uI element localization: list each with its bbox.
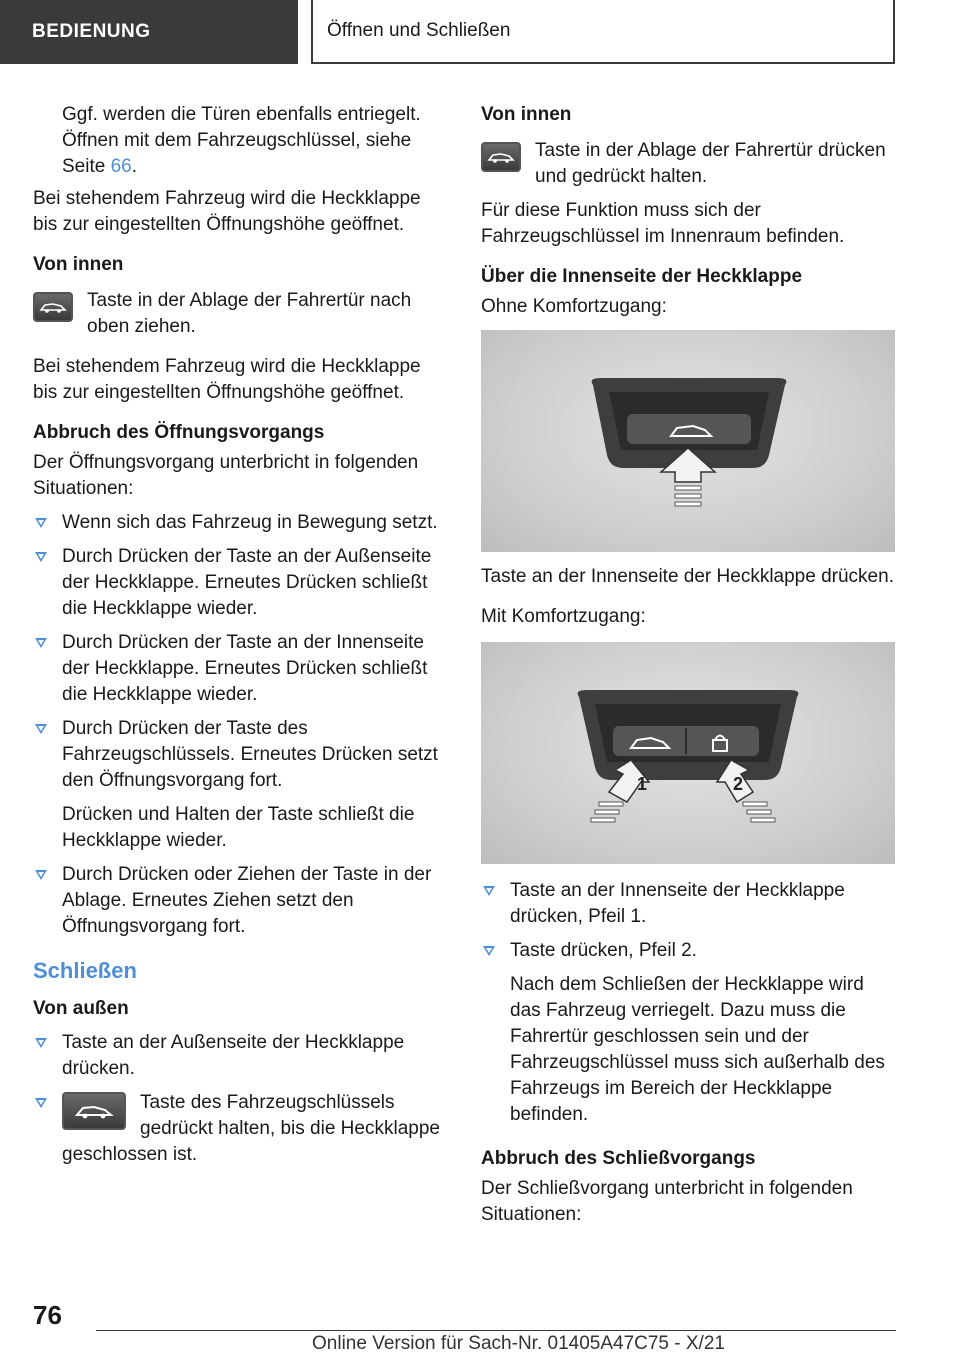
list-item — [481, 938, 896, 1128]
list-item-text: Taste des Fahrzeugschlüssels gedrückt halten, bis die Heckklappe geschlossen ist. — [62, 1092, 440, 1165]
page-title — [311, 0, 895, 64]
right-column — [481, 102, 896, 1228]
paragraph-open-height-2: Bei stehendem Fahrzeug wird die Heckklappe bis zur eingestellten Öffnungshöhe geöffnet. — [33, 356, 421, 403]
triangle-bullet-icon — [483, 886, 495, 896]
triangle-bullet-icon — [35, 1038, 47, 1048]
list-item — [33, 1030, 443, 1082]
heading-von-aussen: Von außen — [33, 998, 129, 1019]
triangle-bullet-icon — [35, 518, 47, 528]
list-item — [33, 630, 443, 708]
caption-ohne: Taste an der Innenseite der Heckklappe drücken. — [481, 566, 894, 587]
list-item-text: Taste drücken, Pfeil 2. — [510, 940, 697, 961]
key-tailgate-icon — [62, 1092, 126, 1130]
von-innen-text: Taste in der Ablage der Fahrertür nach oben ziehen. — [87, 290, 412, 337]
triangle-bullet-icon — [35, 552, 47, 562]
intro-line-2: Öffnen mit dem Fahrzeugschlüssel, siehe — [62, 130, 412, 151]
footer-divider — [96, 1330, 896, 1331]
intro-suffix: . — [131, 156, 138, 177]
aussen-list — [33, 1030, 443, 1168]
list-item — [33, 544, 443, 622]
intro-block — [33, 102, 443, 180]
triangle-bullet-icon — [35, 870, 47, 880]
intro-line-1: Ggf. werden die Türen ebenfalls entriegelt. — [62, 104, 421, 125]
left-column — [33, 102, 443, 1176]
arrow-label-1: 1 — [637, 774, 648, 794]
abbruch-text: Der Öffnungsvorgang unterbricht in folgenden Situationen: — [33, 452, 419, 499]
list-item-extra: Drücken und Halten der Taste schließt die Heckklappe wieder. — [62, 804, 415, 851]
tailgate-button-icon — [33, 292, 73, 322]
list-item-text: Taste an der Innenseite der Heckklappe drücken, Pfeil 1. — [510, 880, 845, 927]
heading-abbruch-schliess: Abbruch des Schließvorgangs — [481, 1148, 756, 1169]
list-item-text: Wenn sich das Fahrzeug in Bewegung setzt. — [62, 512, 438, 533]
intro-line-3 — [62, 154, 443, 180]
section-label: BEDIENUNG — [32, 21, 151, 42]
ohne-komfortzugang: Ohne Komfortzugang: — [481, 296, 667, 317]
von-innen-right-row — [481, 138, 896, 190]
list-item — [33, 862, 443, 940]
von-innen-right-text: Taste in der Ablage der Fahrertür drücken und gedrückt halten. — [535, 140, 886, 187]
list-item — [33, 510, 443, 536]
page-title-text: Öffnen und Schließen — [327, 20, 511, 41]
section-tab — [0, 0, 298, 64]
heading-abbruch: Abbruch des Öffnungsvorgangs — [33, 422, 325, 443]
heading-schliessen: Schließen — [33, 958, 137, 983]
footer-text: Online Version für Sach-Nr. 01405A47C75 - X/21 — [312, 1333, 725, 1354]
von-innen-row — [33, 288, 443, 340]
list-item-text: Durch Drücken der Taste an der Außenseite der Heckklappe. Erneutes Drücken schließt die Heckklappe wieder. — [62, 546, 432, 619]
key-inside-text: Für diese Funktion muss sich der Fahrzeugschlüssel im Innenraum befinden. — [481, 200, 845, 247]
heading-innenseite: Über die Innenseite der Heckklappe — [481, 266, 803, 287]
list-item-extra: Nach dem Schließen der Heckklappe wird das Fahrzeug verriegelt. Dazu muss die Fahrertür geschlossen sein und der Fahrzeugschlüssel muss sich außerhalb des Fahrzeugs im Bereich der Heckklappe befinden. — [510, 974, 885, 1125]
list-item-text: Durch Drücken der Taste des Fahrzeugschlüssels. Erneutes Drücken setzt den Öffnungsvorgang fort. — [62, 718, 438, 791]
list-item — [481, 878, 896, 930]
abbruch-schliess-text: Der Schließvorgang unterbricht in folgenden Situationen: — [481, 1178, 853, 1225]
triangle-bullet-icon — [35, 724, 47, 734]
triangle-bullet-icon — [483, 946, 495, 956]
page-link[interactable]: 66 — [110, 156, 132, 177]
mit-komfortzugang: Mit Komfortzugang: — [481, 606, 646, 627]
photo-button-ohne — [481, 330, 895, 552]
list-item-text: Durch Drücken oder Ziehen der Taste in der Ablage. Erneutes Ziehen setzt den Öffnungsvorgang fort. — [62, 864, 432, 937]
paragraph-open-height: Bei stehendem Fahrzeug wird die Heckklappe bis zur eingestellten Öffnungshöhe geöffnet. — [33, 188, 421, 235]
arrow-label-2: 2 — [733, 774, 744, 794]
heading-von-innen: Von innen — [33, 254, 124, 275]
mit-list — [481, 878, 896, 1128]
abbruch-list — [33, 510, 443, 940]
list-item-text: Taste an der Außenseite der Heckklappe drücken. — [62, 1032, 405, 1079]
heading-von-innen-right: Von innen — [481, 104, 572, 125]
page-number: 76 — [33, 1300, 62, 1330]
intro-prefix: Seite — [62, 156, 111, 177]
tailgate-button-icon — [481, 142, 521, 172]
list-item-text: Durch Drücken der Taste an der Innenseite der Heckklappe. Erneutes Drücken schließt die Heckklappe wieder. — [62, 632, 428, 705]
list-item — [33, 716, 443, 854]
triangle-bullet-icon — [35, 638, 47, 648]
photo-button-mit — [481, 642, 895, 864]
triangle-bullet-icon — [35, 1098, 47, 1108]
list-item — [33, 1090, 443, 1168]
